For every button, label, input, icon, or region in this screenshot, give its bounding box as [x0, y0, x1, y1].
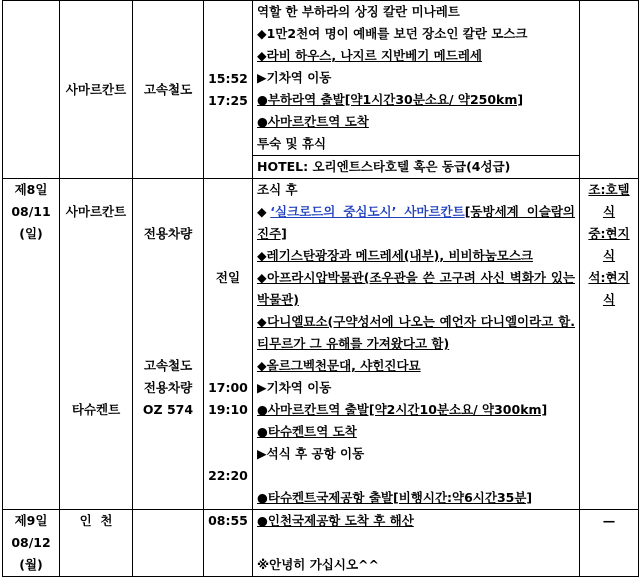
city-label: 타슈켄트	[71, 402, 121, 417]
schedule-line: ▶기차역 이동	[257, 380, 332, 395]
time-value: 19:10	[208, 402, 248, 417]
schedule-line: ◆레기스탄광장과 메드레세(내부), 비비하눔모스크	[257, 248, 533, 263]
schedule-line: ◆올르그벡천문대, 샤힌진다묘	[257, 358, 421, 373]
schedule-line: ▶기차역 이동	[257, 70, 332, 85]
meal-lunch: 중:현지식	[588, 226, 630, 263]
hotel-cell	[253, 156, 580, 179]
date-label: 08/12	[11, 535, 51, 550]
city-cell	[60, 510, 133, 577]
schedule-line: 투숙 및 휴식	[257, 136, 327, 151]
weekday-label: (일)	[19, 226, 43, 241]
transport-label: 고속철도	[143, 358, 193, 373]
city-label: 사마르칸트	[65, 81, 127, 97]
bullet-icon: ◆	[257, 204, 271, 219]
date-cell	[3, 510, 60, 577]
time-cell	[204, 1, 253, 179]
time-value: 22:20	[208, 468, 248, 483]
schedule-line: ●타슈켄트역 도착	[257, 424, 357, 439]
hotel-info: HOTEL: 오리엔트스타호텔 혹은 동급(4성급)	[257, 159, 511, 174]
schedule-line: ◆아프라시압박물관(조우관을 쓴 고구려 사신 벽화가 있는 박물관)	[257, 270, 575, 307]
schedule-line: ▶석식 후 공항 이동	[257, 446, 365, 461]
weekday-label: (월)	[19, 557, 43, 572]
time-cell	[204, 510, 253, 577]
schedule-line: ●타슈켄트국제공항 출발[비행시간:약6시간35분]	[257, 490, 533, 505]
itinerary-row	[3, 510, 639, 577]
transport-cell	[133, 1, 204, 179]
schedule-line: ◆1만2천여 명이 예배를 보던 장소인 칼란 모스크	[257, 26, 528, 41]
day-label: 제9일	[14, 513, 48, 528]
transport-label: 전용차량	[143, 226, 193, 241]
flight-number: OZ 574	[142, 402, 194, 417]
schedule-text: [동방세계 이슬람의 진주]	[257, 204, 575, 241]
schedule-line: ※안녕히 가십시오^^	[257, 557, 379, 572]
transport-label: 고속철도	[143, 81, 193, 97]
schedule-line: 조식 후	[257, 182, 298, 197]
schedule-line: ●사마르칸트역 출발[약2시간10분소요/ 약300km]	[257, 402, 548, 417]
city-cell	[60, 1, 133, 179]
time-value: 17:00	[208, 380, 248, 395]
schedule-cell	[253, 510, 580, 577]
schedule-cell	[253, 1, 580, 156]
meals-cell	[580, 179, 639, 510]
city-label: 인 천	[79, 513, 113, 528]
meal-dinner: 석:현지식	[588, 270, 630, 307]
city-cell	[60, 179, 133, 510]
transport-cell	[133, 179, 204, 510]
date-label: 08/11	[11, 204, 51, 219]
meal-none: —	[602, 513, 616, 528]
schedule-line: ●부하라역 출발[약1시간30분소요/ 약250km]	[257, 92, 524, 107]
schedule-line: 역할 한 부하라의 상징 칼란 미나레트	[257, 4, 460, 19]
schedule-line: ●사마르칸트역 도착	[257, 114, 369, 129]
highlight-text: ‘실크로드의 중심도시’ 사마르칸트	[270, 204, 465, 219]
time-value: 08:55	[208, 513, 248, 528]
itinerary-table	[2, 0, 639, 577]
time-value: 전일	[215, 270, 241, 285]
meals-cell	[580, 510, 639, 577]
itinerary-row	[3, 179, 639, 510]
schedule-line: ●인천국제공항 도착 후 해산	[257, 513, 414, 528]
date-cell	[3, 1, 60, 179]
time-cell	[204, 179, 253, 510]
date-cell	[3, 179, 60, 510]
schedule-line	[257, 201, 575, 245]
day-label: 제8일	[14, 182, 48, 197]
schedule-line: ◆라비 하우스, 나지르 지반베기 메드레세	[257, 48, 482, 63]
schedule-line: ◆다니엘묘소(구약성서에 나오는 예언자 다니엘이라고 함. 티무르가 그 유해를 가져왔다고 함)	[257, 314, 575, 351]
transport-cell	[133, 510, 204, 577]
transport-label: 전용차량	[143, 380, 193, 395]
meal-breakfast: 조:호텔식	[588, 182, 630, 219]
schedule-cell	[253, 179, 580, 510]
itinerary-row	[3, 1, 639, 156]
meals-cell	[580, 1, 639, 179]
time-value: 17:25	[208, 92, 248, 108]
time-value: 15:52	[208, 70, 248, 86]
city-label: 사마르칸트	[65, 204, 127, 219]
